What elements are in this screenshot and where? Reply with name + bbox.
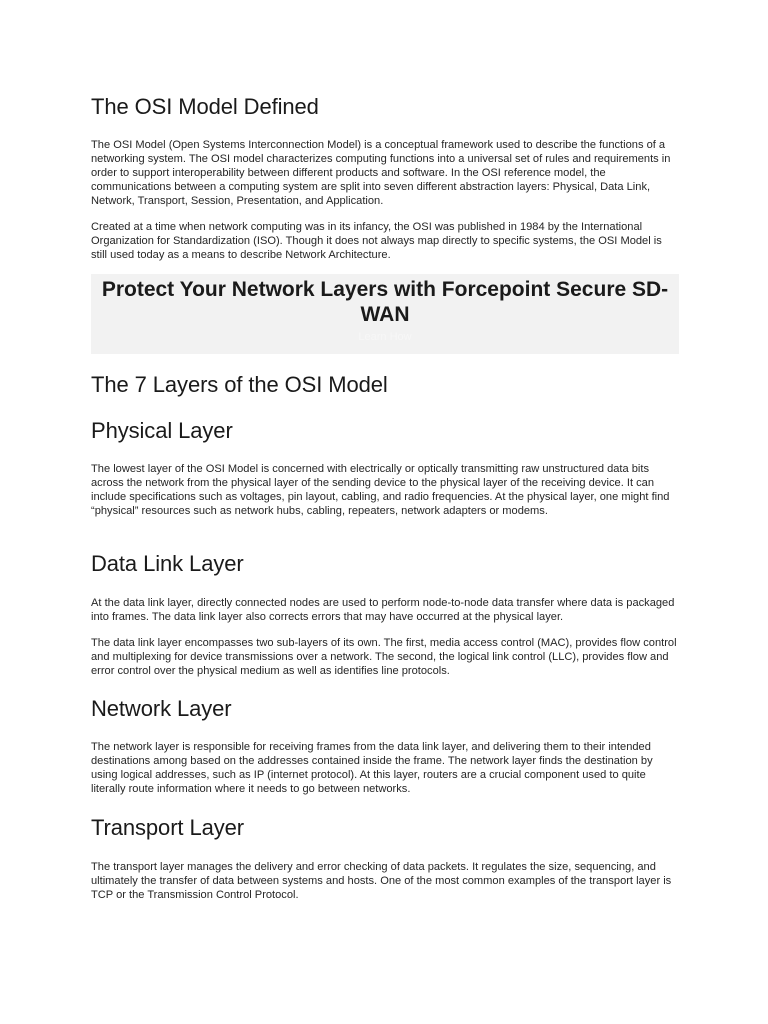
paragraph-physical-layer: The lowest layer of the OSI Model is concerned with electrically or optically transmitting raw unstructured data bits across the network from the physical layer of the sending device to the physical layer of the receiving device. It can include specifications such as voltages, pin layout, cabling, and radio frequencies. At the physical layer, one might find “physical” resources such as network hubs, cabling, repeaters, network adapters or modems. (91, 463, 670, 517)
heading-osi-model-defined: The OSI Model Defined (91, 94, 319, 119)
heading-network-layer: Network Layer (91, 696, 232, 721)
heading-transport-layer: Transport Layer (91, 815, 244, 840)
promo-banner (91, 274, 679, 354)
paragraph-data-link-intro: At the data link layer, directly connected nodes are used to perform node-to-node data transfer where data is packaged into frames. The data link layer also corrects errors that may have occurred at the physical layer. (91, 597, 675, 623)
paragraph-data-link-sublayers: The data link layer encompasses two sub-layers of its own. The first, media access control (MAC), provides flow control and multiplexing for device transmissions over a network. The second, the logical link control (LLC), provides flow and error control over the physical medium as well as identifies line protocols. (91, 637, 677, 677)
heading-seven-layers: The 7 Layers of the OSI Model (91, 372, 388, 397)
paragraph-network-layer: The network layer is responsible for receiving frames from the data link layer, and delivering them to their intended destinations among based on the addresses contained inside the frame. The network layer finds the destination by using logical addresses, such as IP (internet protocol). At this layer, routers are a crucial component used to quite literally route information where it needs to go between networks. (91, 741, 653, 795)
paragraph-osi-definition: The OSI Model (Open Systems Interconnection Model) is a conceptual framework used to describe the functions of a networking system. The OSI model characterizes computing functions into a universal set of rules and requirements in order to support interoperability between different products and software. In the OSI reference model, the communications between a computing system are split into seven different abstraction layers: Physical, Data Link, Network, Transport, Session, Presentation, and Application. (91, 139, 671, 207)
learn-how-link[interactable]: Learn How (358, 331, 412, 343)
heading-data-link-layer: Data Link Layer (91, 551, 244, 576)
promo-title: Protect Your Network Layers with Forcepoint Secure SD-WAN (101, 278, 669, 326)
paragraph-osi-history: Created at a time when network computing was in its infancy, the OSI was published in 1984 by the International Organization for Standardization (ISO). Though it does not always map directly to specific systems, the OSI Model is still used today as a means to describe Network Architecture. (91, 221, 662, 261)
heading-physical-layer: Physical Layer (91, 418, 233, 443)
paragraph-transport-layer: The transport layer manages the delivery and error checking of data packets. It regulates the size, sequencing, and ultimately the transfer of data between systems and hosts. One of the most common examples of the transport layer is TCP or the Transmission Control Protocol. (91, 861, 672, 901)
